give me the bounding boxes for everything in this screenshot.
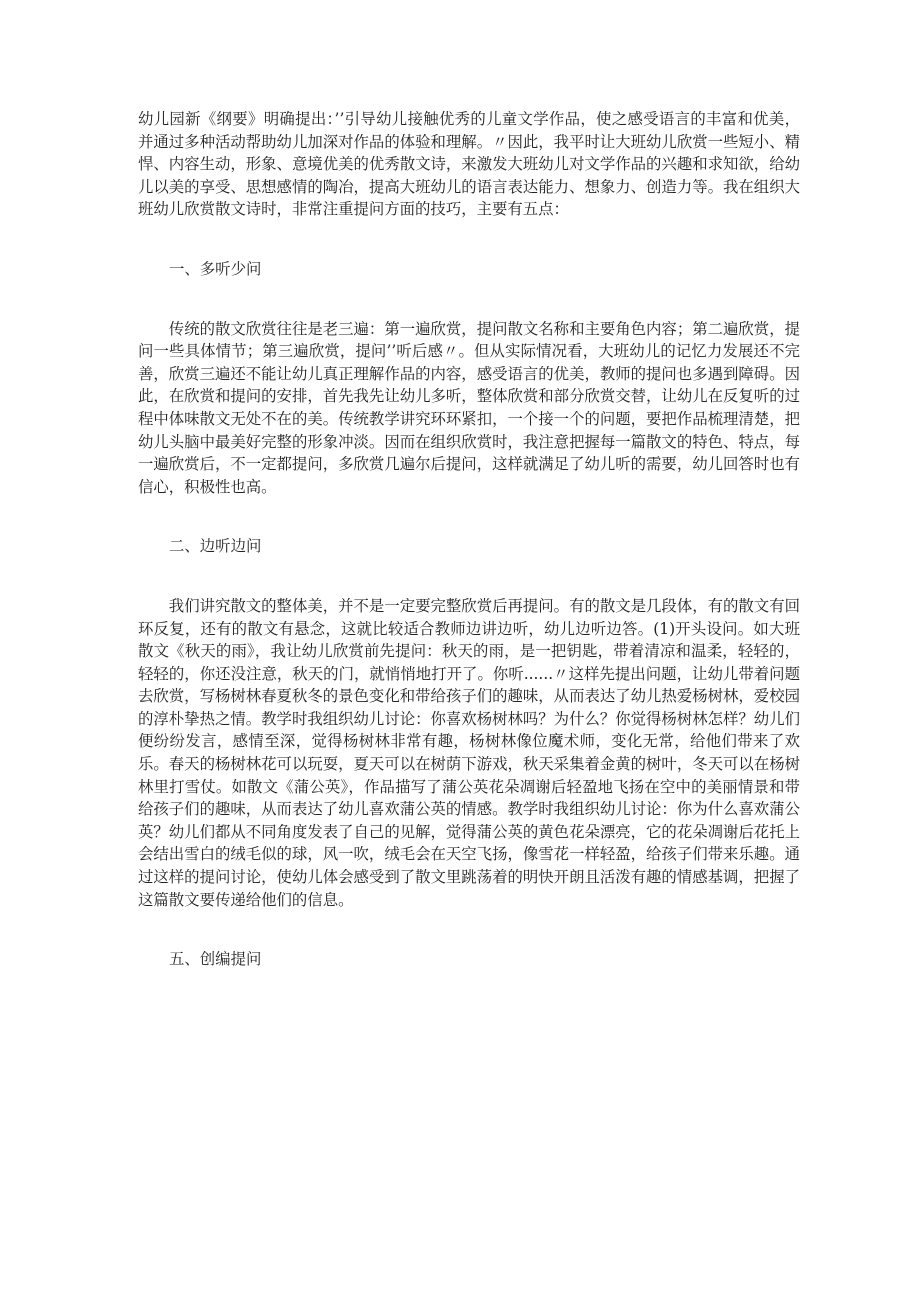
section-body-2: 我们讲究散文的整体美，并不是一定要完整欣赏后再提问。有的散文是几段体，有的散文有回环反复，还有的散文有悬念，这就比较适合教师边讲边听，幼儿边听边答。(1)开头设问。如大班散文《秋天的雨》，我让幼儿欣赏前先提问：秋天的雨，是一把钥匙，带着清凉和温柔，轻轻的，轻轻的，你还没注意，秋天的门，就悄悄地打开了。你听......〃这样先提出问题，让幼儿带着问题去欣赏，写杨树林春夏秋冬的景色变化和带给孩子们的趣味，从而表达了幼儿热爱杨树林，爱校园的淳朴挚热之情。教学时我组织幼儿讨论：你喜欢杨树林吗？为什么？你觉得杨树林怎样？幼儿们便纷纷发言，感情至深，觉得杨树林非常有趣，杨树林像位魔术师，变化无常，给他们带来了欢乐。春天的杨树林花可以玩耍，夏天可以在树荫下游戏，秋天采集着金黄的树叶，冬天可以在杨树林里打雪仗。如散文《蒲公英》，作品描写了蒲公英花朵凋谢后轻盈地飞扬在空中的美丽情景和带给孩子们的趣味，从而表达了幼儿喜欢蒲公英的情感。教学时我组织幼儿讨论：你为什么喜欢蒲公英？幼儿们都从不同角度发表了自己的见解，觉得蒲公英的黄色花朵漂亮，它的花朵凋谢后花托上会结出雪白的绒毛似的球，风一吹，绒毛会在天空飞扬，像雪花一样轻盈，给孩子们带来乐趣。通过这样的提问讨论，使幼儿体会感受到了散文里跳荡着的明快开朗且活泼有趣的情感基调，把握了这篇散文要传递给他们的信息。 bbox=[138, 596, 800, 909]
section-body-1: 传统的散文欣赏往往是老三遍：第一遍欣赏，提问散文名称和主要角色内容；第二遍欣赏，提问一些具体情节；第三遍欣赏，提问’’听后感〃。但从实际情况看，大班幼儿的记忆力发展还不完善，欣赏三遍还不能让幼儿真正理解作品的内容，感受语言的优美，教师的提问也多遇到障碍。因此，在欣赏和提问的安排，首先我先让幼儿多听，整体欣赏和部分欣赏交替，让幼儿在反复听的过程中体味散文无处不在的美。传统教学讲究环环紧扣，一个接一个的问题，要把作品梳理清楚，把幼儿头脑中最美好完整的形象冲淡。因而在组织欣赏时，我注意把握每一篇散文的特色、特点，每一遍欣赏后，不一定都提问，多欣赏几遍尔后提问，这样就满足了幼儿听的需要，幼儿回答时也有信心，积极性也高。 bbox=[138, 319, 800, 496]
document-page bbox=[138, 108, 800, 971]
section-heading-5: 五、创编提问 bbox=[169, 950, 262, 969]
section-heading-2: 二、边听边问 bbox=[169, 537, 262, 556]
section-heading-1: 一、多听少问 bbox=[169, 259, 262, 278]
intro-paragraph: 幼儿园新《纲要》明确提出：’’引导幼儿接触优秀的儿童文学作品，使之感受语言的丰富和优美，并通过多种活动帮助幼儿加深对作品的体验和理解。〃因此，我平时让大班幼儿欣赏一些短小、精悍、内容生动，形象、意境优美的优秀散文诗，来激发大班幼儿对文学作品的兴趣和求知欲，给幼儿以美的享受、思想感情的陶冶，提高大班幼儿的语言表达能力、想象力、创造力等。我在组织大班幼儿欣赏散文诗时，非常注重提问方面的技巧，主要有五点： bbox=[138, 110, 800, 219]
